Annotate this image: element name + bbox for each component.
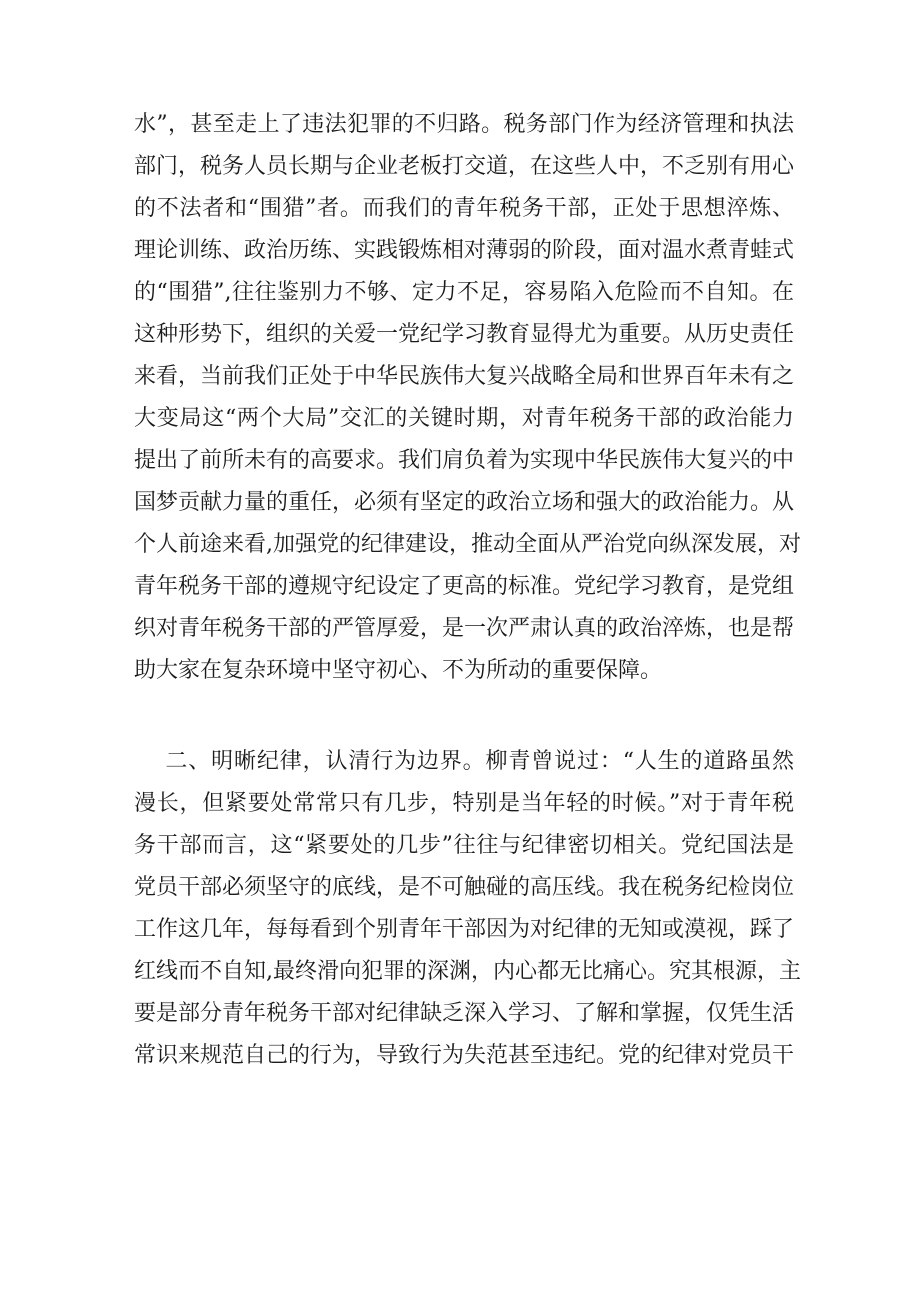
text-line: 二、明晰纪律，认清行为边界。柳青曾说过：“人生的道路虽然 (134, 749, 794, 774)
text-line: 的不法者和“围猎”者。而我们的青年税务干部，正处于思想淬炼、 (134, 196, 794, 221)
text-line: 部门，税务人员长期与企业老板打交道，在这些人中，不乏别有用心 (134, 154, 795, 179)
text-line: 常识来规范自己的行为，导致行为失范甚至违纪。党的纪律对党员干 (134, 1043, 795, 1068)
paragraph-1 (134, 104, 801, 692)
text-line: 大变局这“两个大局”交汇的关键时期，对青年税务干部的政治能力 (134, 406, 794, 431)
text-line: 国梦贡献力量的重任，必须有坚定的政治立场和强大的政治能力。从 (134, 490, 795, 515)
text-line: 红线而不自知,最终滑向犯罪的深渊，内心都无比痛心。究其根源，主 (134, 959, 801, 984)
text-line: 务干部而言，这“紧要处的几步”往往与纪律密切相关。党纪国法是 (134, 833, 794, 858)
text-line: 助大家在复杂环境中坚守初心、不为所动的重要保障。 (134, 658, 663, 683)
text-line: 漫长，但紧要处常常只有几步，特别是当年轻的时候。”对于青年税 (134, 791, 794, 816)
text-line: 党员干部必须坚守的底线，是不可触碰的高压线。我在税务纪检岗位 (134, 875, 795, 900)
text-line: 织对青年税务干部的严管厚爱，是一次严肃认真的政治淬炼，也是帮 (134, 616, 795, 641)
text-line: 来看，当前我们正处于中华民族伟大复兴战略全局和世界百年未有之 (134, 364, 795, 389)
text-line: 要是部分青年税务干部对纪律缺乏深入学习、了解和掌握，仅凭生活 (134, 1001, 795, 1026)
text-line: 工作这几年，每每看到个别青年干部因为对纪律的无知或漠视，踩了 (134, 917, 795, 942)
text-line: 水”，甚至走上了违法犯罪的不归路。税务部门作为经济管理和执法 (134, 112, 794, 137)
text-line: 的“围猎”,往往鉴别力不够、定力不足，容易陷入危险而不自知。在 (134, 280, 794, 305)
text-line: 青年税务干部的遵规守纪设定了更高的标准。党纪学习教育，是党组 (134, 574, 795, 599)
text-line: 提出了前所未有的高要求。我们肩负着为实现中华民族伟大复兴的中 (134, 448, 795, 473)
paragraph-2 (134, 741, 801, 1077)
text-line: 这种形势下，组织的关爱一党纪学习教育显得尤为重要。从历史责任 (134, 322, 795, 347)
text-line: 理论训练、政治历练、实践锻炼相对薄弱的阶段，面对温水煮青蛙式 (134, 238, 795, 263)
text-line: 个人前途来看,加强党的纪律建设，推动全面从严治党向纵深发展，对 (134, 532, 801, 557)
